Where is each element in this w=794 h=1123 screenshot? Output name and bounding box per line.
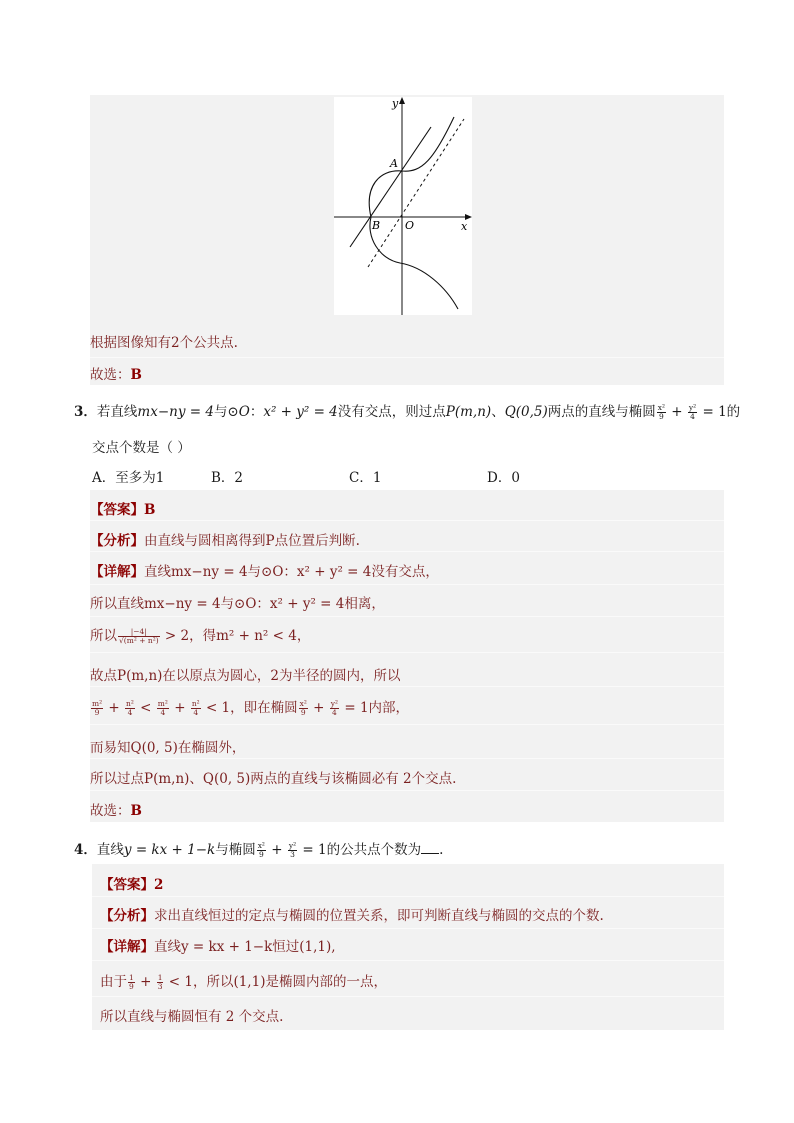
- dashed-line: [368, 119, 464, 267]
- q3-detail-line2: 所以直线mx−ny = 4与⊙O：x² + y² = 4相离，: [90, 596, 385, 612]
- q3-option-d: D．0: [487, 470, 520, 486]
- q3-option-c: C．1: [349, 470, 382, 486]
- q3-point-q: Q(0,5): [504, 404, 548, 420]
- q4-line-eq: y = kx + 1−k: [123, 842, 216, 858]
- q4-detail-line2: 由于 $\frac{1}{9}$ + $\frac{1}{3}$ < 1，所以(1,1)是椭圆内部的一点，: [100, 973, 387, 991]
- top-choice-line: [90, 363, 142, 383]
- q4-stem: 4．直线y = kx + 1−k与椭圆 $\frac{\text{x²}}{9}$ + $\frac{\text{y²}}{3}$ = 1的公共点个数为 .: [74, 841, 444, 859]
- q3-stem-line2: 交点个数是（ ）: [92, 440, 191, 456]
- q3-answer-tag: 【答案】: [90, 502, 144, 518]
- q3-circle-o: O: [238, 404, 250, 420]
- q4-detail-tag: 【详解】: [100, 939, 154, 955]
- q3-ellipse-x-frac: $\frac{\text{x²}}{9}$: [657, 403, 666, 421]
- q3-detail-line4: 故点P(m,n)在以原点为圆心，2为半径的圆内，所以: [90, 668, 401, 684]
- q4-number: 4．: [74, 842, 97, 858]
- q4-answer-line: [100, 873, 163, 893]
- q3-detail-line3: 所以 $\frac{|-4|}{\text{√(m² + n²)}}$ > 2，得m² + n² < 4，: [90, 627, 311, 645]
- q3-solution-block: [90, 490, 724, 822]
- q4-detail-line3: 所以直线与椭圆恒有 2 个交点.: [100, 1009, 284, 1025]
- q3-option-a: A．至多为1: [92, 470, 165, 486]
- q3-detail-line7: 所以过点P(m,n)、Q(0, 5)两点的直线与该椭圆必有 2个交点.: [90, 771, 457, 787]
- q4-answer-tag: 【答案】: [100, 877, 154, 893]
- choice-label: 故选：: [90, 367, 131, 383]
- q3-text-c: ：: [249, 404, 264, 420]
- q3-stem-line1: 3．若直线mx−ny = 4与⊙O：x² + y² = 4没有交点，则过点P(m,n)、Q(0,5)两点的直线与椭圆 $\frac{\text{x²}}{9}$ + $\frac{\text{y²}}{4}$ = 1的: [74, 403, 741, 421]
- q3-text-e: 两点的直线与椭圆: [547, 404, 656, 420]
- q3-detail-line1: 【详解】直线mx−ny = 4与⊙O：x² + y² = 4没有交点，: [90, 564, 439, 580]
- top-conclusion-line: [90, 331, 238, 351]
- q4-detail-line1: 【详解】直线y = kx + 1−k恒过(1,1),: [100, 939, 336, 955]
- q3-number: 3．: [74, 404, 97, 420]
- q3-answer-line: [90, 498, 155, 518]
- q4-solution-block: [92, 864, 724, 1030]
- q3-eq-line: mx−ny = 4: [137, 404, 214, 420]
- q4-answer-blank: [421, 841, 439, 854]
- q4-analysis-tag: 【分析】: [100, 908, 154, 924]
- q3-text-a: 若直线: [96, 404, 138, 420]
- q3-final-line: 故选：B: [90, 803, 142, 819]
- q3-detail-line6: 而易知Q(0, 5)在椭圆外，: [90, 740, 246, 756]
- q4-ellipse-x-frac: $\frac{\text{x²}}{9}$: [257, 841, 265, 859]
- q3-option-b: B．2: [211, 470, 244, 486]
- q4-ellipse-y-frac: $\frac{\text{y²}}{3}$: [288, 841, 297, 859]
- solid-line: [350, 127, 431, 247]
- x-label: x: [461, 220, 468, 233]
- conclusion-text: 根据图像知有2个公共点.: [90, 335, 238, 351]
- graph-svg: [334, 97, 472, 315]
- function-graph-figure: [334, 97, 472, 315]
- q3-answer-value: B: [144, 502, 156, 518]
- y-label: y: [392, 97, 399, 110]
- q3-sep: 、: [491, 404, 505, 420]
- q3-final-value: B: [130, 803, 142, 819]
- origin-label: O: [405, 219, 415, 232]
- upper-curve: [369, 117, 454, 217]
- point-b-label: B: [372, 219, 381, 232]
- q3-ellipse-y-frac: $\frac{\text{y²}}{4}$: [688, 403, 697, 421]
- y-axis-arrow: [399, 97, 405, 104]
- q3-circle-eq: x² + y² = 4: [263, 404, 338, 420]
- q3-text-d: 没有交点，则过点: [337, 404, 446, 420]
- q4-analysis-line: 【分析】求出直线恒过的定点与椭圆的位置关系，即可判断直线与椭圆的交点的个数.: [100, 908, 604, 924]
- q3-analysis-line: [90, 529, 360, 549]
- q3-analysis-text: 由直线与圆相离得到P点位置后判断.: [144, 533, 360, 549]
- choice-value: B: [130, 367, 142, 383]
- q3-text-b: 与⊙: [213, 404, 239, 420]
- q3-distance-frac: $\frac{|-4|}{\text{√(m² + n²)}}$: [119, 627, 159, 645]
- point-a-label: A: [390, 157, 398, 170]
- q4-answer-value: 2: [154, 877, 164, 893]
- q3-analysis-tag: 【分析】: [90, 533, 144, 549]
- q3-point-p: P(m,n): [445, 404, 492, 420]
- q3-detail-line5: $\frac{\text{m²}}{9}$ + $\frac{\text{n²}}{4}$ < $\frac{\text{m²}}{4}$ + $\frac{\text{n²}}{4}$ < 1，即在椭圆 $\frac{\text{x²}}{9}$ + $\frac{\text{y²}}{4}$ = 1内部，: [92, 699, 410, 717]
- q3-detail-tag: 【详解】: [90, 564, 144, 580]
